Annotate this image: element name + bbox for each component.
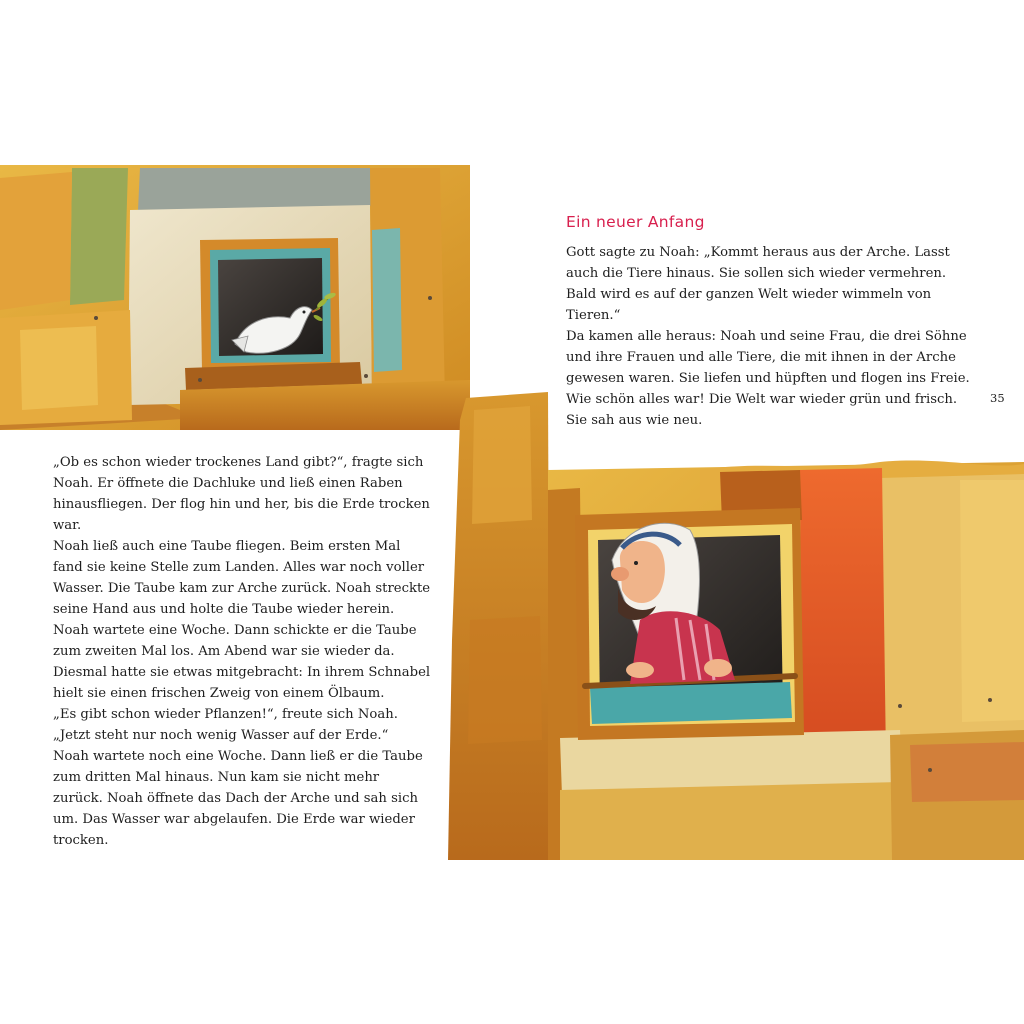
central-plank <box>448 392 550 860</box>
story-paragraph: Noah ließ auch eine Taube fliegen. Beim ersten Mal fand sie keine Stelle zum Landen. Alles war noch voller Wasser. Die Taube kam zur Arche zurück. Noah streckte seine Hand aus und holte die Taube wieder herein. <box>53 539 431 617</box>
page-number: 35 <box>990 391 1005 405</box>
story-paragraph: Noah wartete noch eine Woche. Dann ließ er die Taube zum dritten Mal hinaus. Nun kam sie nicht mehr zurück. Noah öffnete das Dach der Arche und sah sich um. Das Wasser war abgelaufen. Die Erde war wieder trocken. <box>53 749 423 848</box>
right-story-text <box>566 242 971 431</box>
chapter-heading: Ein neuer Anfang <box>566 213 705 231</box>
story-paragraph: „Ob es schon wieder trockenes Land gibt?“, fragte sich Noah. Er öffnete die Dachluke und ließ einen Raben hinausfliegen. Der flog hin und her, bis die Erde trocken war. <box>53 455 430 533</box>
story-paragraph: Da kamen alle heraus: Noah und seine Frau, die drei Söhne und ihre Frauen und alle Tiere, die mit ihnen in der Arche gewesen waren. Sie liefen und hüpften und flogen ins Freie. <box>566 329 970 386</box>
story-paragraph: „Es gibt schon wieder Pflanzen!“, freute sich Noah. „Jetzt steht nur noch wenig Wasser auf der Erde.“ <box>53 707 398 743</box>
story-paragraph: Noah wartete eine Woche. Dann schickte er die Taube zum zweiten Mal los. Am Abend war sie wieder da. Diesmal hatte sie etwas mitgebracht: In ihrem Schnabel hielt sie einen frischen Zweig von einem Ölbaum. <box>53 623 431 701</box>
left-story-text <box>53 452 433 851</box>
story-paragraph: Gott sagte zu Noah: „Kommt heraus aus der Arche. Lasst auch die Tiere hinaus. Sie sollen sich wieder vermehren. Bald wird es auf der ganzen Welt wieder wimmeln von Tieren.“ <box>566 245 950 323</box>
dove-window-illustration <box>0 165 470 430</box>
noah-window-illustration <box>548 460 1024 860</box>
story-paragraph: Wie schön alles war! Die Welt war wieder grün und frisch. Sie sah aus wie neu. <box>566 392 958 428</box>
